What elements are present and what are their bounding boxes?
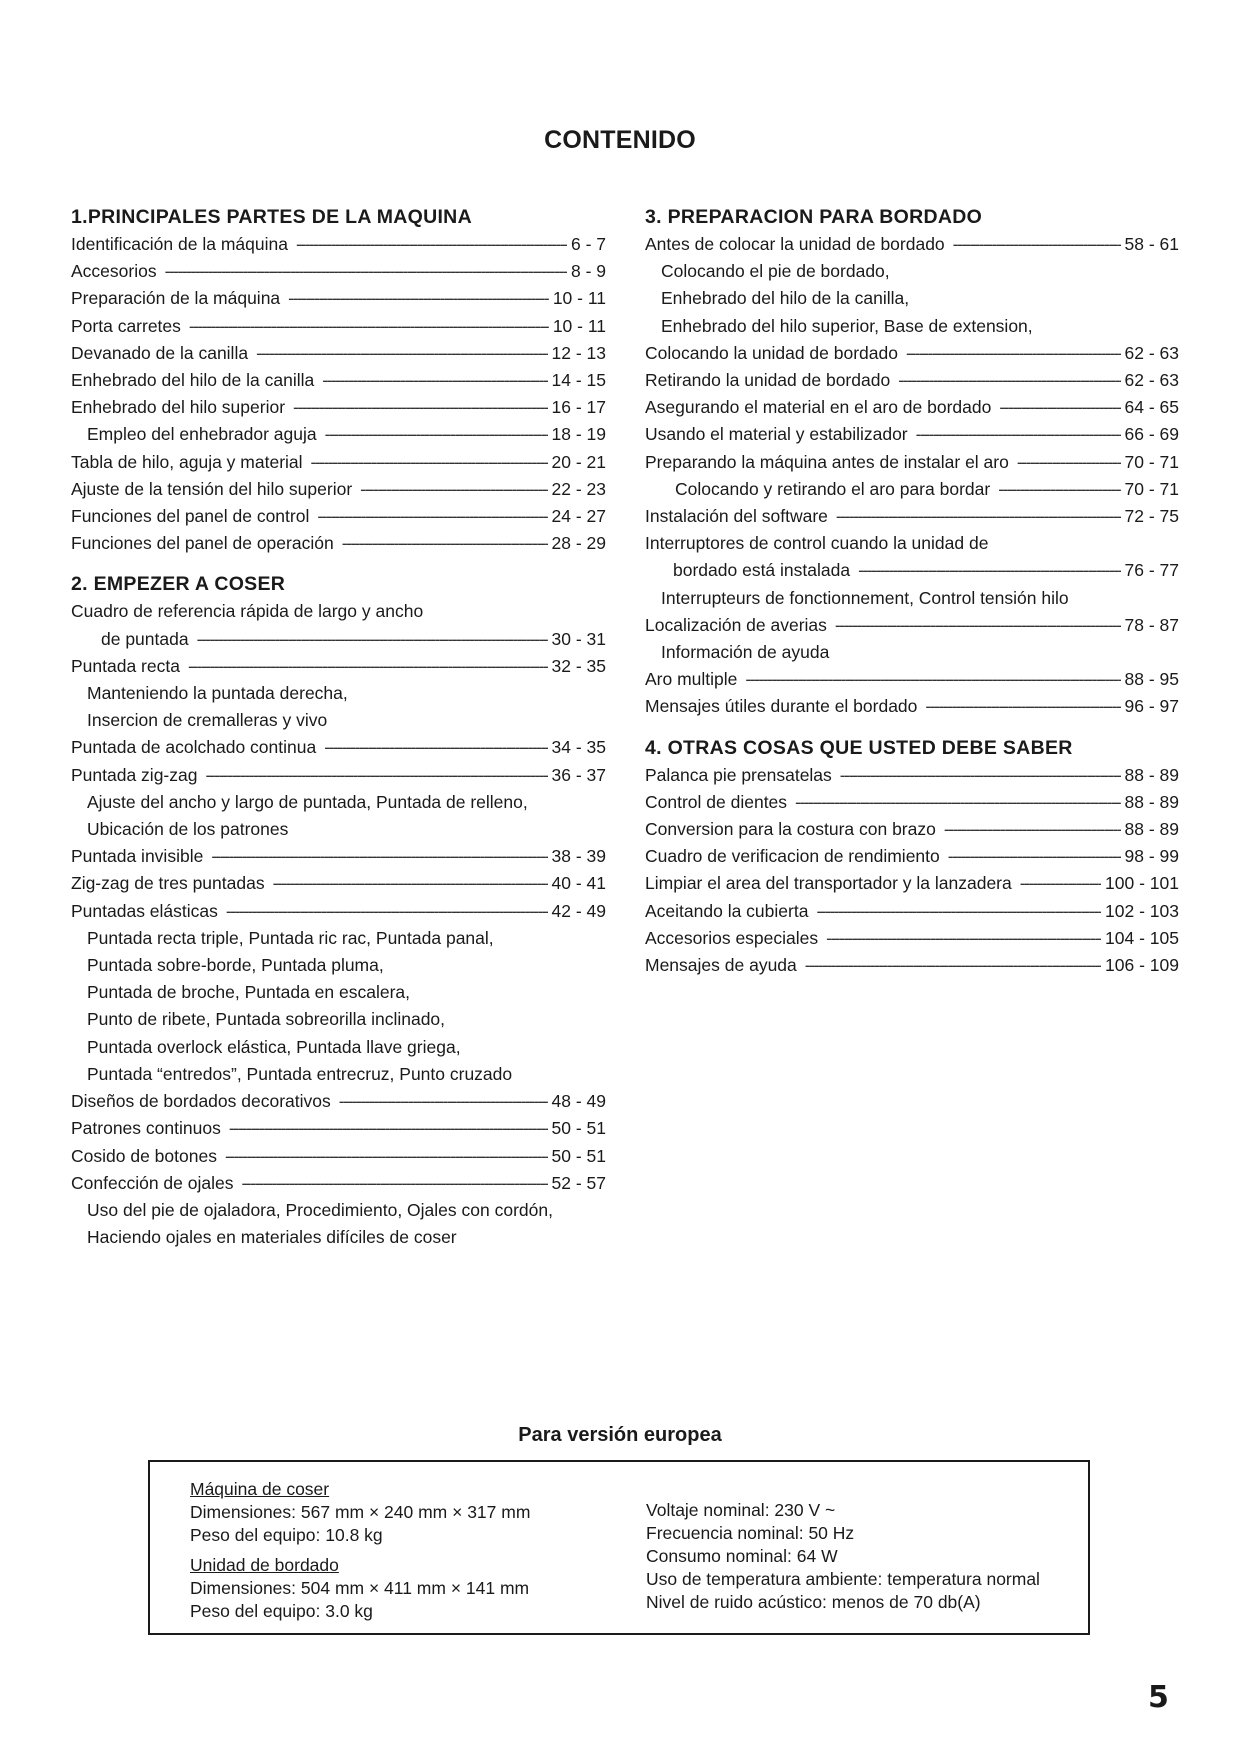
toc-entry-label: Funciones del panel de control bbox=[71, 506, 310, 527]
toc-entry-label: Ajuste de la tensión del hilo superior bbox=[71, 478, 353, 499]
dot-leader bbox=[311, 449, 548, 476]
dot-leader bbox=[288, 285, 549, 312]
toc-section bbox=[71, 571, 606, 1251]
noise: Nivel de ruido acústico: menos de 70 db(A) bbox=[646, 1592, 981, 1612]
toc-entry-label: Enhebrado del hilo superior bbox=[71, 397, 286, 418]
dot-leader bbox=[898, 367, 1120, 394]
temperature: Uso de temperatura ambiente: temperatura normal bbox=[646, 1569, 1040, 1589]
unit-weight: Peso del equipo: 3.0 kg bbox=[190, 1601, 373, 1621]
toc-entry bbox=[71, 258, 606, 285]
toc-entry-label: Funciones del panel de operación bbox=[71, 533, 334, 554]
toc-entry-label: Puntada “entredos”, Puntada entrecruz, Punto cruzado bbox=[87, 1063, 513, 1084]
toc-entry-pages: 22 - 23 bbox=[551, 478, 606, 499]
toc-entry-label: Punto de ribete, Puntada sobreorilla inclinado, bbox=[87, 1009, 446, 1030]
toc-entry-pages: 40 - 41 bbox=[551, 873, 606, 894]
toc-entry-pages: 58 - 61 bbox=[1124, 234, 1179, 254]
toc-entry-label: Colocando y retirando el aro para bordar bbox=[675, 478, 991, 499]
toc-entry bbox=[645, 843, 1179, 870]
toc-entry-pages: 62 - 63 bbox=[1124, 370, 1179, 391]
dot-leader bbox=[1020, 870, 1101, 897]
toc-entry bbox=[645, 367, 1179, 394]
toc-entry-label: Asegurando el material en el aro de bordado bbox=[645, 397, 992, 418]
machine-dimensions: Dimensiones: 567 mm × 240 mm × 317 mm bbox=[190, 1502, 531, 1522]
dot-leader bbox=[953, 231, 1121, 258]
section-heading: 1.PRINCIPALES PARTES DE LA MAQUINA bbox=[71, 206, 472, 228]
toc-entry-label: Puntada de acolchado continua bbox=[71, 737, 317, 758]
toc-entry bbox=[71, 626, 606, 653]
toc-entry-pages: 66 - 69 bbox=[1124, 424, 1179, 445]
toc-entry bbox=[645, 639, 1179, 666]
dot-leader bbox=[906, 340, 1121, 367]
toc-entry-label: Colocando la unidad de bordado bbox=[645, 342, 898, 363]
dot-leader bbox=[205, 762, 547, 789]
toc-entry-label: Enhebrado del hilo superior, Base de extension, bbox=[661, 315, 1033, 336]
dot-leader bbox=[188, 653, 548, 680]
toc-entry-label: Interruptores de control cuando la unidad de bbox=[645, 533, 989, 554]
toc-entry-label: Enhebrado del hilo de la canilla bbox=[71, 370, 315, 391]
toc-entry bbox=[71, 680, 606, 707]
toc-entry bbox=[71, 394, 606, 421]
toc-entry-pages: 10 - 11 bbox=[552, 288, 606, 309]
toc-entry-pages: 64 - 65 bbox=[1124, 397, 1179, 418]
toc-entry-label: Devanado de la canilla bbox=[71, 342, 249, 363]
dot-leader bbox=[805, 952, 1101, 979]
dot-leader bbox=[795, 789, 1120, 816]
toc-entry-label: Preparando la máquina antes de instalar el aro bbox=[645, 451, 1009, 472]
toc-entry-label: Accesorios especiales bbox=[645, 927, 819, 948]
toc-entry-label: Localización de averias bbox=[645, 614, 827, 635]
toc-entry-pages: 36 - 37 bbox=[551, 764, 606, 785]
toc-entry-label: Insercion de cremalleras y vivo bbox=[87, 710, 328, 731]
toc-entry-pages: 104 - 105 bbox=[1105, 927, 1179, 948]
toc-entry bbox=[645, 503, 1179, 530]
toc-entry bbox=[71, 707, 606, 734]
toc-entry-label: Manteniendo la puntada derecha, bbox=[87, 683, 348, 704]
toc-entry-label: Empleo del enhebrador aguja bbox=[87, 424, 317, 445]
dot-leader bbox=[165, 258, 567, 285]
dot-leader bbox=[322, 367, 547, 394]
dot-leader bbox=[998, 476, 1120, 503]
toc-entry-label: Información de ayuda bbox=[661, 642, 830, 663]
toc-entry-label: Porta carretes bbox=[71, 315, 181, 336]
toc-entry bbox=[645, 557, 1179, 584]
toc-entry-pages: 62 - 63 bbox=[1124, 342, 1179, 363]
section-heading: 4. OTRAS COSAS QUE USTED DEBE SABER bbox=[645, 736, 1073, 759]
dot-leader bbox=[189, 313, 549, 340]
toc-entry-label: Palanca pie prensatelas bbox=[645, 764, 832, 785]
toc-entry bbox=[71, 530, 606, 557]
toc-entry bbox=[71, 1034, 606, 1061]
toc-entry-label: Cuadro de verificacion de rendimiento bbox=[645, 846, 940, 867]
toc-entry-pages: 72 - 75 bbox=[1124, 506, 1179, 527]
toc-entry-label: Interrupteurs de fonctionnement, Control tensión hilo bbox=[661, 587, 1069, 608]
dot-leader bbox=[858, 557, 1120, 584]
toc-entry bbox=[71, 231, 606, 258]
toc-entry-label: Limpiar el area del transportador y la lanzadera bbox=[645, 873, 1012, 894]
toc-entry bbox=[71, 598, 606, 625]
page-title: CONTENIDO bbox=[544, 126, 696, 154]
dot-leader bbox=[296, 231, 567, 258]
toc-entry-pages: 28 - 29 bbox=[551, 533, 606, 554]
toc-entry-pages: 42 - 49 bbox=[551, 900, 606, 921]
dot-leader bbox=[225, 1143, 548, 1170]
toc-entry bbox=[645, 925, 1179, 952]
toc-entry-label: bordado está instalada bbox=[673, 560, 851, 581]
dot-leader bbox=[1017, 449, 1121, 476]
toc-entry-pages: 38 - 39 bbox=[551, 846, 606, 867]
dot-leader bbox=[745, 666, 1120, 693]
toc-entry-label: Puntada invisible bbox=[71, 846, 204, 867]
toc-entry bbox=[71, 843, 606, 870]
toc-entry-pages: 14 - 15 bbox=[551, 370, 606, 391]
toc-entry-label: Preparación de la máquina bbox=[71, 288, 281, 309]
toc-entry-pages: 12 - 13 bbox=[551, 342, 606, 363]
toc-entry bbox=[71, 1197, 606, 1224]
toc-entry-label: Confección de ojales bbox=[71, 1172, 234, 1193]
toc-entry-label: de puntada bbox=[101, 628, 189, 649]
toc-entry-label: Identificación de la máquina bbox=[71, 234, 288, 254]
dot-leader bbox=[916, 421, 1121, 448]
toc-entry bbox=[71, 979, 606, 1006]
toc-entry-label: Ubicación de los patrones bbox=[87, 819, 289, 840]
toc-entry-label: Puntada de broche, Puntada en escalera, bbox=[87, 982, 411, 1003]
machine-weight: Peso del equipo: 10.8 kg bbox=[190, 1525, 383, 1545]
toc-entry-pages: 10 - 11 bbox=[552, 315, 606, 336]
consumption: Consumo nominal: 64 W bbox=[646, 1546, 838, 1566]
toc-entry-label: Accesorios bbox=[71, 261, 157, 282]
toc-entry-pages: 78 - 87 bbox=[1124, 614, 1179, 635]
toc-entry bbox=[71, 476, 606, 503]
toc-entry-pages: 106 - 109 bbox=[1105, 955, 1179, 976]
toc-entry bbox=[71, 421, 606, 448]
toc-entry-label: Conversion para la costura con brazo bbox=[645, 819, 936, 840]
toc-entry-label: Uso del pie de ojaladora, Procedimiento, Ojales con cordón, bbox=[87, 1199, 553, 1220]
toc-entry bbox=[645, 952, 1179, 979]
toc-entry-label: Control de dientes bbox=[645, 791, 788, 812]
toc-entry-label: Patrones continuos bbox=[71, 1118, 221, 1139]
toc-entry-pages: 18 - 19 bbox=[551, 424, 606, 445]
toc-entry-pages: 8 - 9 bbox=[570, 261, 606, 282]
toc-entry bbox=[645, 789, 1179, 816]
dot-leader bbox=[836, 503, 1121, 530]
dot-leader bbox=[256, 340, 547, 367]
dot-leader bbox=[342, 530, 548, 557]
specs-right bbox=[646, 1499, 1040, 1614]
toc-entry-label: Usando el material y estabilizador bbox=[645, 424, 908, 445]
toc-entry-pages: 100 - 101 bbox=[1105, 873, 1179, 894]
toc-entry-label: Colocando el pie de bordado, bbox=[661, 261, 890, 282]
dot-leader bbox=[273, 870, 548, 897]
toc-entry bbox=[71, 503, 606, 530]
toc-entry bbox=[71, 898, 606, 925]
toc-section bbox=[645, 735, 1179, 980]
toc-entry bbox=[645, 421, 1179, 448]
toc-entry-pages: 88 - 89 bbox=[1124, 764, 1179, 785]
toc-section bbox=[71, 204, 606, 557]
toc-entry bbox=[645, 693, 1179, 720]
toc-entry-label: Puntada recta triple, Puntada ric rac, Puntada panal, bbox=[87, 927, 494, 948]
toc-entry-pages: 52 - 57 bbox=[551, 1172, 606, 1193]
toc-entry bbox=[645, 258, 1179, 285]
toc-entry-label: Enhebrado del hilo de la canilla, bbox=[661, 288, 910, 309]
toc-entry-label: Haciendo ojales en materiales difíciles de coser bbox=[87, 1227, 457, 1248]
dot-leader bbox=[324, 734, 547, 761]
toc-entry bbox=[71, 1115, 606, 1142]
frequency: Frecuencia nominal: 50 Hz bbox=[646, 1523, 855, 1543]
toc-entry bbox=[71, 285, 606, 312]
toc-entry bbox=[71, 870, 606, 897]
toc-entry-pages: 88 - 95 bbox=[1124, 669, 1179, 690]
dot-leader bbox=[835, 612, 1121, 639]
toc-entry-label: Retirando la unidad de bordado bbox=[645, 370, 891, 391]
toc-entry-pages: 20 - 21 bbox=[551, 451, 606, 472]
toc-entry bbox=[645, 816, 1179, 843]
toc-entry-label: Zig-zag de tres puntadas bbox=[71, 873, 265, 894]
toc-entry bbox=[71, 653, 606, 680]
toc-entry bbox=[645, 530, 1179, 557]
toc-entry-label: Aro multiple bbox=[645, 669, 738, 690]
toc-entry-label: Instalación del software bbox=[645, 506, 828, 527]
section-heading: 2. EMPEZER A COSER bbox=[71, 573, 286, 596]
toc-entry bbox=[645, 449, 1179, 476]
toc-entry-pages: 88 - 89 bbox=[1124, 791, 1179, 812]
toc-entry-label: Puntada zig-zag bbox=[71, 764, 198, 785]
toc-entry bbox=[71, 340, 606, 367]
toc-entry bbox=[71, 952, 606, 979]
toc-entry bbox=[71, 816, 606, 843]
toc-entry-label: Puntada sobre-borde, Puntada pluma, bbox=[87, 955, 384, 976]
section-heading: 3. PREPARACION PARA BORDADO bbox=[645, 206, 983, 228]
voltage: Voltaje nominal: 230 V ~ bbox=[646, 1500, 836, 1520]
dot-leader bbox=[317, 503, 547, 530]
toc-right-column bbox=[645, 204, 1179, 993]
page-number: 5 bbox=[1148, 1680, 1169, 1715]
toc-entry bbox=[71, 449, 606, 476]
toc-entry bbox=[71, 1061, 606, 1088]
toc-entry bbox=[645, 585, 1179, 612]
toc-entry bbox=[645, 285, 1179, 312]
toc-entry bbox=[645, 313, 1179, 340]
dot-leader bbox=[816, 898, 1101, 925]
toc-entry-pages: 70 - 71 bbox=[1124, 478, 1179, 499]
toc-entry bbox=[71, 1170, 606, 1197]
dot-leader bbox=[948, 843, 1121, 870]
toc-entry-label: Mensajes de ayuda bbox=[645, 955, 797, 976]
dot-leader bbox=[197, 626, 548, 653]
dot-leader bbox=[826, 925, 1101, 952]
toc-entry bbox=[645, 394, 1179, 421]
toc-entry bbox=[645, 898, 1179, 925]
european-specs-box bbox=[148, 1460, 1090, 1635]
european-version-heading: Para versión europea bbox=[518, 1424, 722, 1446]
toc-entry-pages: 6 - 7 bbox=[570, 234, 606, 254]
dot-leader bbox=[944, 816, 1121, 843]
toc-entry-pages: 50 - 51 bbox=[551, 1145, 606, 1166]
toc-entry-pages: 76 - 77 bbox=[1124, 560, 1179, 581]
toc-entry bbox=[645, 666, 1179, 693]
toc-entry-label: Cuadro de referencia rápida de largo y ancho bbox=[71, 601, 424, 622]
toc-entry bbox=[645, 340, 1179, 367]
toc-entry bbox=[71, 1224, 606, 1251]
dot-leader bbox=[241, 1170, 547, 1197]
toc-left-column bbox=[71, 204, 606, 1265]
toc-entry bbox=[645, 476, 1179, 503]
toc-entry bbox=[71, 1006, 606, 1033]
toc-entry-pages: 34 - 35 bbox=[551, 737, 606, 758]
toc-entry-pages: 48 - 49 bbox=[551, 1091, 606, 1112]
toc-entry bbox=[71, 1143, 606, 1170]
toc-entry-label: Puntada overlock elástica, Puntada llave griega, bbox=[87, 1036, 461, 1057]
toc-entry-pages: 50 - 51 bbox=[551, 1118, 606, 1139]
toc-entry-label: Cosido de botones bbox=[71, 1145, 217, 1166]
toc-entry-pages: 16 - 17 bbox=[551, 397, 606, 418]
dot-leader bbox=[325, 421, 548, 448]
toc-entry bbox=[71, 734, 606, 761]
toc-entry-label: Antes de colocar la unidad de bordado bbox=[645, 234, 945, 254]
toc-entry bbox=[645, 762, 1179, 789]
toc-entry-pages: 98 - 99 bbox=[1124, 846, 1179, 867]
unit-dimensions: Dimensiones: 504 mm × 411 mm × 141 mm bbox=[190, 1578, 530, 1598]
toc-entry-label: Puntada recta bbox=[71, 655, 180, 676]
dot-leader bbox=[226, 898, 548, 925]
toc-entry-label: Tabla de hilo, aguja y material bbox=[71, 451, 303, 472]
dot-leader bbox=[211, 843, 547, 870]
unit-title: Unidad de bordado bbox=[190, 1555, 339, 1575]
toc-entry-label: Puntadas elásticas bbox=[71, 900, 218, 921]
toc-entry-pages: 96 - 97 bbox=[1124, 696, 1179, 717]
toc-entry bbox=[645, 870, 1179, 897]
toc-entry bbox=[71, 789, 606, 816]
toc-entry-pages: 70 - 71 bbox=[1124, 451, 1179, 472]
dot-leader bbox=[229, 1115, 548, 1142]
toc-entry-pages: 32 - 35 bbox=[551, 655, 606, 676]
dot-leader bbox=[925, 693, 1120, 720]
toc-entry-label: Mensajes útiles durante el bordado bbox=[645, 696, 918, 717]
dot-leader bbox=[840, 762, 1121, 789]
toc-entry-label: Diseños de bordados decorativos bbox=[71, 1091, 331, 1112]
toc-section bbox=[645, 204, 1179, 721]
dot-leader bbox=[999, 394, 1120, 421]
toc-entry-pages: 24 - 27 bbox=[551, 506, 606, 527]
toc-entry bbox=[71, 762, 606, 789]
toc-entry bbox=[645, 231, 1179, 258]
dot-leader bbox=[293, 394, 547, 421]
toc-entry bbox=[71, 925, 606, 952]
toc-entry bbox=[645, 612, 1179, 639]
specs-left bbox=[190, 1478, 530, 1623]
toc-entry-label: Aceitando la cubierta bbox=[645, 900, 809, 921]
toc-entry-label: Ajuste del ancho y largo de puntada, Puntada de relleno, bbox=[87, 791, 528, 812]
toc-entry-pages: 102 - 103 bbox=[1105, 900, 1179, 921]
toc-entry-pages: 30 - 31 bbox=[551, 628, 606, 649]
dot-leader bbox=[360, 476, 547, 503]
toc-entry-pages: 88 - 89 bbox=[1124, 819, 1179, 840]
toc-entry bbox=[71, 367, 606, 394]
toc-entry bbox=[71, 1088, 606, 1115]
dot-leader bbox=[339, 1088, 548, 1115]
machine-title: Máquina de coser bbox=[190, 1479, 330, 1499]
toc-entry bbox=[71, 313, 606, 340]
